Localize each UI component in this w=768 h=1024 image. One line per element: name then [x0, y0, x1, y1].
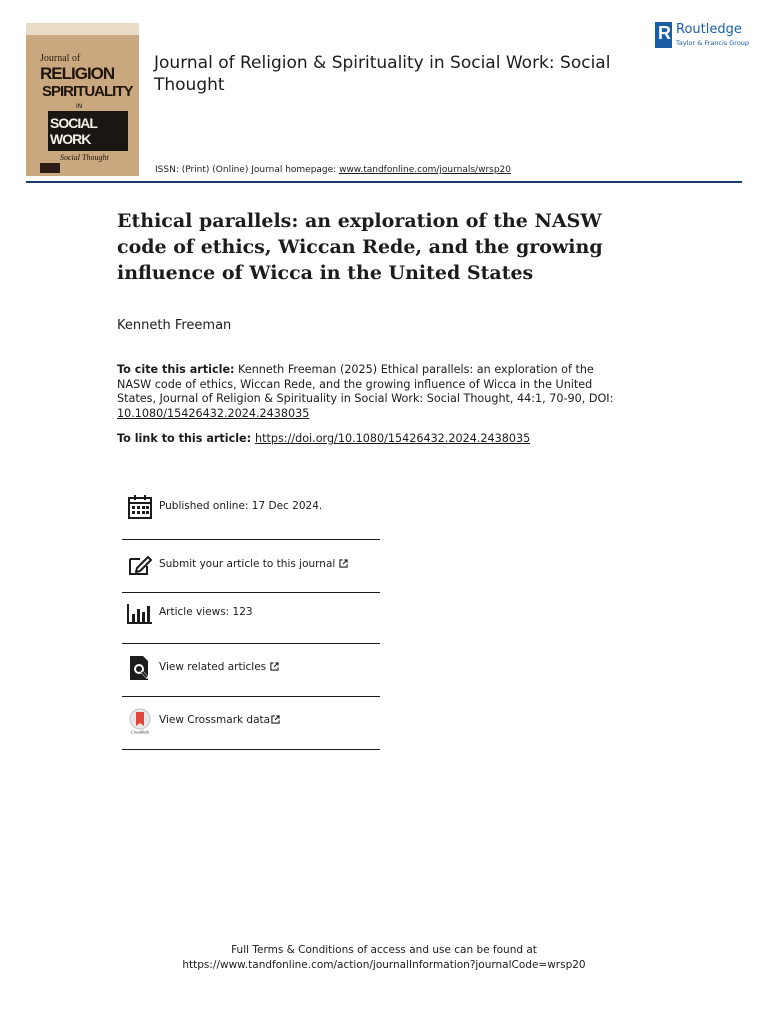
related-articles-label [159, 661, 279, 673]
published-online-row [122, 482, 380, 534]
cover-header-strip [26, 23, 139, 35]
journal-title: Journal of Religion & Spirituality in Social Work: Social Thought [154, 53, 611, 95]
related-articles-text: View related articles [159, 661, 267, 673]
article-link-block [117, 432, 617, 446]
cover-religion: RELIGION [40, 64, 115, 83]
cover-journal-of: Journal of [40, 53, 81, 64]
issn-line [155, 165, 511, 175]
external-link-icon [271, 715, 280, 724]
article-doi-link[interactable]: https://doi.org/10.1080/15426432.2024.2438035 [255, 432, 531, 445]
cover-publisher-logo [40, 163, 60, 173]
footer-terms-url[interactable]: https://www.tandfonline.com/action/journalInformation?journalCode=wrsp20 [182, 959, 586, 971]
divider [122, 749, 380, 750]
cite-text: Kenneth Freeman (2025) Ethical parallels: an exploration of the NASW code of ethics, Wiccan Rede, and the growing influence of Wicca in the United States, Journal of Religion & Spirituality in Social Work: Social Thought, 44:1, 70-90, DOI: [117, 363, 614, 406]
submit-article-label [159, 558, 348, 570]
crossmark-logo-text: CrossMark [131, 729, 149, 734]
document-search-icon [127, 655, 153, 681]
article-title: Ethical parallels: an exploration of the NASW code of ethics, Wiccan Rede, and the growing influence of Wicca in the United States [117, 210, 603, 284]
cover-social-work: SOCIAL WORK [50, 115, 97, 147]
bar-chart-icon [127, 600, 153, 626]
citation-block [117, 363, 617, 421]
article-views-row [122, 588, 380, 640]
journal-cover [26, 23, 139, 176]
article-views-label: Article views: 123 [159, 606, 253, 618]
footer [0, 943, 768, 973]
external-link-icon [270, 662, 279, 671]
submit-article-row[interactable] [122, 540, 380, 592]
published-online-label: Published online: 17 Dec 2024. [159, 500, 323, 512]
cover-spirituality: SPIRITUALITY [42, 83, 133, 100]
publisher-group: Taylor & Francis Group [676, 39, 750, 47]
crossmark-icon [127, 708, 153, 734]
link-label: To link to this article: [117, 432, 255, 445]
submit-article-text: Submit your article to this journal [159, 558, 336, 570]
crossmark-text: View Crossmark data [159, 714, 271, 726]
crossmark-row[interactable] [122, 696, 380, 748]
issn-label: ISSN: (Print) (Online) Journal homepage: [155, 165, 340, 175]
calendar-icon [127, 494, 153, 520]
routledge-r-icon: R [655, 22, 672, 48]
edit-icon [127, 552, 153, 578]
article-author: Kenneth Freeman [117, 318, 232, 333]
cite-label: To cite this article: [117, 363, 235, 376]
routledge-logo [655, 22, 750, 52]
publisher-name: Routledge [676, 22, 742, 37]
header-divider [26, 181, 742, 183]
footer-terms-text: Full Terms & Conditions of access and use can be found at [231, 944, 537, 956]
cite-doi-link[interactable]: 10.1080/15426432.2024.2438035 [117, 406, 310, 420]
cover-social-thought: Social Thought [60, 153, 109, 162]
external-link-icon [339, 559, 348, 568]
crossmark-label [159, 714, 280, 726]
cover-in: IN [76, 103, 83, 110]
cover-social-work-box [48, 111, 128, 151]
related-articles-row[interactable] [122, 643, 380, 695]
journal-homepage-link[interactable]: www.tandfonline.com/journals/wrsp20 [339, 165, 512, 175]
